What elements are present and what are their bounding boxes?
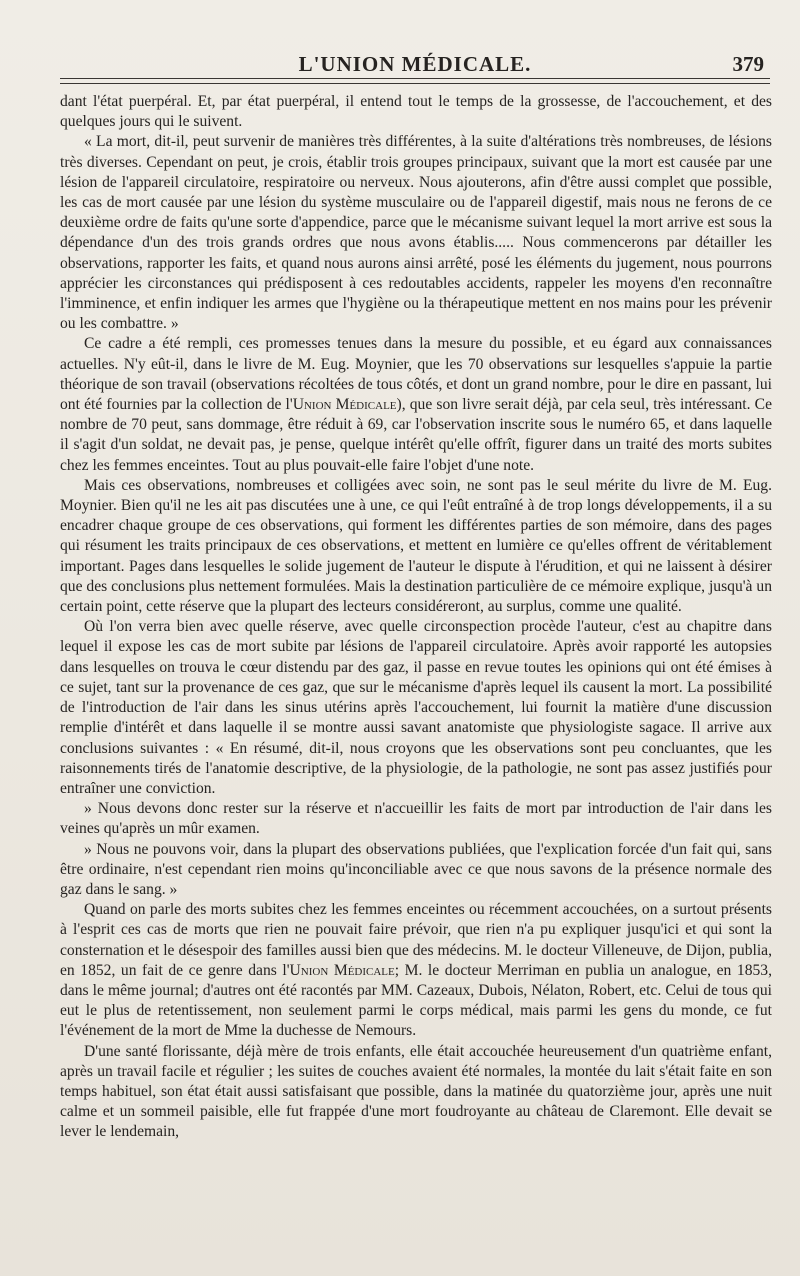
text-run: ; M. le docteur Merriman en publia un analogue, en 1853, dans le même journal; d'autres ont été racontés par MM. Cazeaux, Dubois, Nélaton, Robert, etc. Celui de tous qui eut le plus de retentissement, non seulement parmi le corps médical, mais parmi les gens du monde, ce fut l'événement de la mort de Mme la duchesse de Nemours. [60,961,772,1040]
paragraph [60,132,772,334]
header-rule [60,78,770,79]
paragraph [60,900,772,1041]
paragraph [60,334,772,475]
header-rule-thin [60,83,770,84]
paragraph [60,799,772,839]
text-run: » Nous devons donc rester sur la réserve et n'accueillir les faits de mort par introduction de l'air dans les veines qu'après un mûr examen. [60,800,772,838]
journal-name: Union Médicale [292,396,397,414]
text-run: Où l'on verra bien avec quelle réserve, avec quelle circonspection procède l'auteur, c'est au chapitre dans lequel il expose les cas de mort subite par lésions de l'appareil circulatoire. Après avoir rapporté les autopsies dans lesquelles on trouva le cœur distendu par des gaz, il passe en revue toutes les opinions qui ont été émises à ce sujet, tant sur la provenance de ces gaz, que sur le mécanisme d'après lequel ils causent la mort. La possibilité de l'introduction de l'air dans les sinus utérins après l'accouchement, lui fournit la matière d'une discussion remplie d'intérêt et dans laquelle il se montre aussi savant anatomiste que physiologiste sagace. Il arrive aux conclusions suivantes : « En résumé, dit-il, nous croyons que les observations sont peu concluantes, que les raisonnements tirés de l'anatomie descriptive, de la physiologie, de la pathologie, ne sont pas assez justifiés pour entraîner une conviction. [60,618,772,797]
text-run: » Nous ne pouvons voir, dans la plupart des observations publiées, que l'explication forcée d'un fait qui, sans être ordinaire, n'est cependant rien moins qu'inconciliable avec ce que nous savons de la présence normale des gaz dans le sang. » [60,840,772,898]
paragraph [60,92,772,132]
text-run: « La mort, dit-il, peut survenir de manières très différentes, à la suite d'altérations très nombreuses, de lésions très diverses. Cependant on peut, je crois, établir trois groupes principaux, suivant que la mort est causée par une lésion de l'appareil circulatoire, respiratoire ou nerveux. Nous ajouterons, afin d'être aussi complet que possible, les cas de mort causée par une lésion du système musculaire ou de l'appareil digestif, mais nous ne ferons de ce deuxième ordre de faits qu'une sorte d'appendice, parce que le mécanisme suivant lequel la mort arrive est sous la dépendance d'un des trois grands ordres que nous avons établis..... Nous commencerons par détailler les observations, rapporter les faits, et quand nous aurons ainsi arrêté, posé les éléments du jugement, nous pourrons apprécier les circonstances qui prédisposent à ces redoutables accidents, rappeler les moyens d'en reconnaître l'imminence, et enfin indiquer les armes que l'hygiène ou la thérapeutique mettent en nos mains pour les prévenir ou les combattre. » [60,133,772,333]
running-header [60,50,770,80]
paragraph [60,617,772,799]
page-number: 379 [732,52,764,76]
text-run: Mais ces observations, nombreuses et colligées avec soin, ne sont pas le seul mérite du livre de M. Eug. Moynier. Bien qu'il ne les ait pas discutées une à une, ce qui l'eût entraîné à de trop longs développements, il a su encadrer chaque groupe de ces observations, qui forment les différentes parties de son mémoire, dans des pages qui résument les traits principaux de ces observations, et mettent en lumière ce qu'elles offrent de véritablement important. Pages dans lesquelles le solide jugement de l'auteur le dispute à l'érudition, et qui ne laissent à désirer que des conclusions plus nettement formulées. Mais la destination particulière de ce mémoire explique, jusqu'à un certain point, cette réserve que la plupart des lecteurs considéreront, au surplus, comme une qualité. [60,476,772,616]
paragraph [60,1042,772,1143]
text-run: Ce cadre a été rempli, ces promesses tenues dans la mesure du possible, et eu égard aux connaissances actuelles. N'y eût-il, dans le livre de M. Eug. Moynier, que les 70 observations sur lesquelles s'appuie la partie théorique de son travail (observations récoltées de tous côtés, et dont un grand nombre, pour le dire en passant, lui ont été fournies par la collection de l' [60,335,772,414]
text-run: ), que son livre serait déjà, par cela seul, très intéressant. Ce nombre de 70 peut, sans dommage, être réduit à 69, car l'observation inscrite sous le numéro 65, et dans laquelle il s'agit d'un soldat, ne devait pas, je pense, quelque intérêt qu'elle offrît, figurer dans un traité des morts subites chez les femmes enceintes. Tout au plus pouvait-elle faire l'objet d'une note. [60,396,772,474]
journal-name: Union Médicale [289,961,395,979]
paragraph [60,840,772,901]
paragraph [60,476,772,617]
body-text [60,92,772,1143]
running-title: L'UNION MÉDICALE. [298,52,532,76]
text-run: D'une santé florissante, déjà mère de trois enfants, elle était accouchée heureusement d'un quatrième enfant, après un travail facile et régulier ; les suites de couches avaient été normales, la montée du lait s'était faite en son temps habituel, son état était aussi satisfaisant que possible, dans la matinée du quatorzième jour, après une nuit calme et un sommeil paisible, elle fut frappée d'une mort foudroyante au château de Claremont. Elle devait se lever le lendemain, [60,1042,772,1141]
text-run: dant l'état puerpéral. Et, par état puerpéral, il entend tout le temps de la grossesse, de l'accouchement, et des quelques jours qui le suivent. [60,93,772,131]
text-run: Quand on parle des morts subites chez les femmes enceintes ou récemment accouchées, on a surtout présents à l'esprit ces cas de morts que rien ne pouvait faire prévoir, que rien n'a pu expliquer jusqu'ici et qui sont la consternation et le désespoir des familles aussi bien que des médecins. M. le docteur Villeneuve, de Dijon, publia, en 1852, un fait de ce genre dans l' [60,901,772,979]
